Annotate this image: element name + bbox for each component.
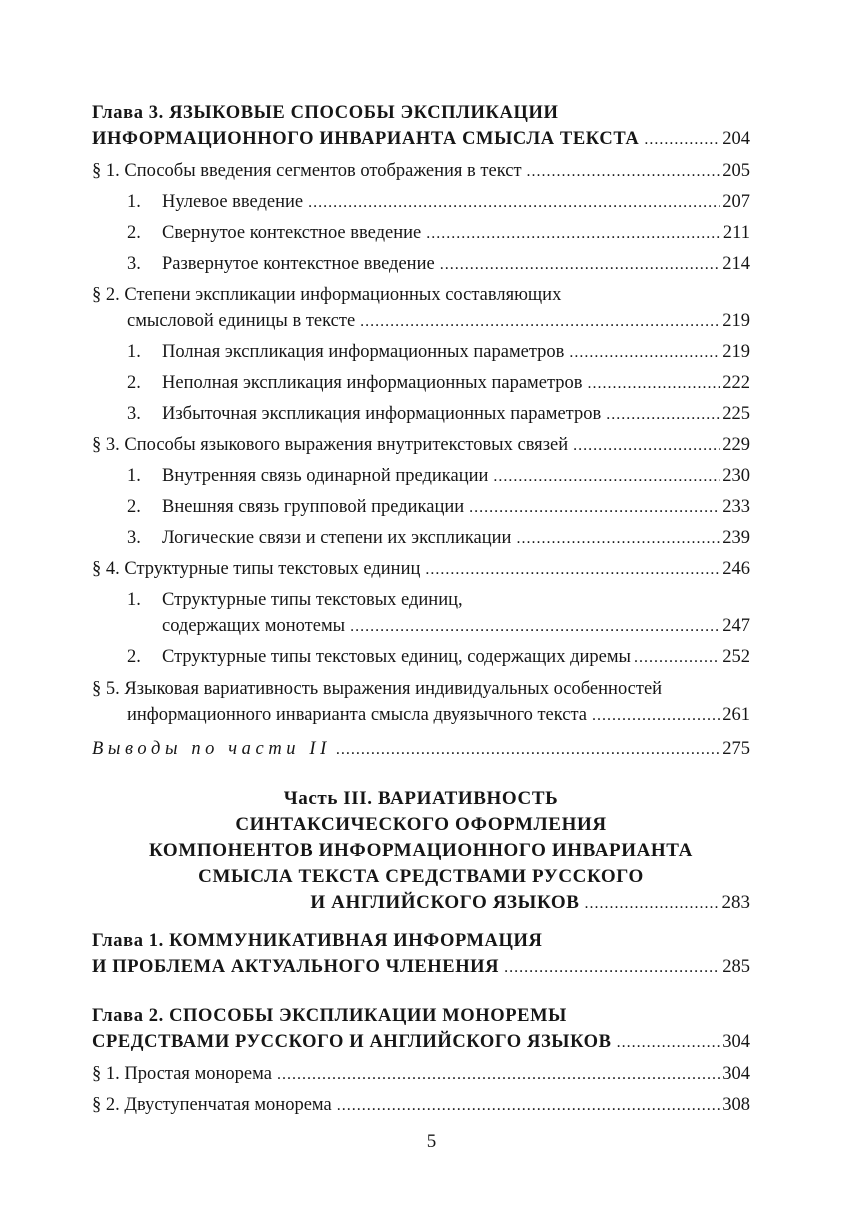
toc-item: [127, 463, 750, 490]
toc-item: [127, 189, 750, 216]
dot-leader: [573, 433, 720, 459]
toc-item: [127, 251, 750, 278]
section-title-line2: смысловой единицы в тексте: [127, 311, 356, 331]
page-number: 229: [722, 435, 750, 455]
section-title: § 4. Структурные типы текстовых единиц: [92, 559, 421, 579]
item-title: Логические связи и степени их экспликации: [162, 528, 512, 548]
toc-part-3-chapter-1: [92, 928, 750, 981]
item-title: Полная экспликация информационных параметров: [162, 342, 565, 362]
page-number: 304: [722, 1032, 750, 1052]
page-number: 261: [722, 705, 750, 725]
part-3-title-line3: КОМПОНЕНТОВ ИНФОРМАЦИОННОГО ИНВАРИАНТА: [149, 840, 693, 861]
toc-item: [127, 587, 750, 640]
page-number: 207: [722, 192, 750, 212]
item-title: Избыточная экспликация информационных параметров: [162, 404, 602, 424]
dot-leader: [644, 127, 720, 153]
page-number: 204: [722, 129, 750, 149]
toc-item: [127, 401, 750, 428]
section-title: § 3. Способы языкового выражения внутритекстовых связей: [92, 435, 569, 455]
dot-leader: [493, 464, 720, 490]
dot-leader: [516, 526, 720, 552]
dot-leader: [440, 252, 721, 278]
item-number: 1.: [127, 192, 141, 212]
page-number: 246: [722, 559, 750, 579]
page-number: 205: [722, 161, 750, 181]
page-number: 214: [722, 254, 750, 274]
page-number: 304: [722, 1064, 750, 1084]
item-title: Неполная экспликация информационных параметров: [162, 373, 583, 393]
page-number: 239: [722, 528, 750, 548]
item-number: 1.: [127, 590, 141, 610]
dot-leader: [617, 1030, 721, 1056]
dot-leader: [425, 557, 720, 583]
page-number: 285: [722, 957, 750, 977]
dot-leader: [634, 645, 720, 671]
chapter-title-line2: СРЕДСТВАМИ РУССКОГО И АНГЛИЙСКОГО ЯЗЫКОВ: [92, 1032, 612, 1052]
item-number: 1.: [127, 342, 141, 362]
toc-section-3: [92, 432, 750, 459]
item-title: Внешняя связь групповой предикации: [162, 497, 465, 517]
toc-chapter-3: [92, 100, 750, 153]
dot-leader: [469, 495, 720, 521]
section-title-line2: информационного инварианта смысла двуязычного текста: [127, 705, 588, 725]
toc-item: [127, 339, 750, 366]
dot-leader: [350, 614, 720, 640]
dot-leader: [308, 190, 720, 216]
section-title-line1: § 5. Языковая вариативность выражения индивидуальных особенностей: [92, 679, 663, 699]
page-number: 283: [721, 892, 750, 913]
dot-leader: [527, 159, 721, 185]
dot-leader: [426, 221, 721, 247]
item-title: Свернутое контекстное введение: [162, 223, 422, 243]
toc-section-1: [92, 158, 750, 185]
page-number: 252: [722, 647, 750, 667]
page-number: 275: [722, 739, 750, 759]
item-title: Внутренняя связь одинарной предикации: [162, 466, 489, 486]
toc-conclusions: [92, 736, 750, 763]
chapter-3-title-line2: ИНФОРМАЦИОННОГО ИНВАРИАНТА СМЫСЛА ТЕКСТА: [92, 129, 640, 149]
part-3-title-line1: Часть III. ВАРИАТИВНОСТЬ: [283, 788, 559, 809]
dot-leader: [277, 1062, 720, 1088]
page-number: 247: [722, 616, 750, 636]
toc-item: [127, 370, 750, 397]
item-number: 3.: [127, 254, 141, 274]
part-3-title-line5: И АНГЛИЙСКОГО ЯЗЫКОВ: [310, 892, 580, 913]
page-number: 225: [722, 404, 750, 424]
chapter-title-line1: Глава 1. КОММУНИКАТИВНАЯ ИНФОРМАЦИЯ: [92, 931, 543, 951]
item-number: 2.: [127, 497, 141, 517]
part-3-title-line4: СМЫСЛА ТЕКСТА СРЕДСТВАМИ РУССКОГО: [198, 866, 644, 887]
toc-part-3-chapter-2: [92, 1003, 750, 1056]
dot-leader: [504, 955, 720, 981]
item-number: 2.: [127, 373, 141, 393]
page-number: 211: [722, 223, 750, 243]
page-folio: 5: [426, 1131, 437, 1152]
toc-item: [127, 220, 750, 247]
toc-part-3-section-1: [92, 1061, 750, 1088]
page-number: 222: [722, 373, 750, 393]
dot-leader: [360, 309, 720, 335]
item-title-line2: содержащих монотемы: [162, 616, 346, 636]
page-number: 230: [722, 466, 750, 486]
toc-item: [127, 525, 750, 552]
item-title: Нулевое введение: [162, 192, 304, 212]
item-number: 2.: [127, 647, 141, 667]
chapter-3-title-line1: Глава 3. ЯЗЫКОВЫЕ СПОСОБЫ ЭКСПЛИКАЦИИ: [92, 103, 559, 123]
dot-leader: [569, 340, 720, 366]
toc-part-3: [92, 786, 750, 917]
section-title: § 2. Двуступенчатая монорема: [92, 1095, 332, 1115]
toc-section-2: [92, 282, 750, 335]
section-title: § 1. Способы введения сегментов отображения в текст: [92, 161, 522, 181]
toc-section-4: [92, 556, 750, 583]
dot-leader: [337, 1093, 721, 1119]
toc-item: [127, 494, 750, 521]
item-title-line1: Структурные типы текстовых единиц,: [162, 590, 463, 610]
toc-part-3-section-2: [92, 1092, 750, 1119]
page-number: 219: [722, 342, 750, 362]
part-3-title-line2: СИНТАКСИЧЕСКОГО ОФОРМЛЕНИЯ: [235, 814, 607, 835]
item-number: 3.: [127, 404, 141, 424]
section-title-line1: § 2. Степени экспликации информационных составляющих: [92, 285, 562, 305]
dot-leader: [336, 737, 720, 763]
toc-item: [127, 644, 750, 671]
dot-leader: [585, 891, 720, 917]
item-number: 3.: [127, 528, 141, 548]
conclusions-title: Выводы по части II: [92, 739, 331, 759]
dot-leader: [606, 402, 720, 428]
page-number: 233: [722, 497, 750, 517]
item-title: Структурные типы текстовых единиц, содержащих диремы: [162, 647, 631, 667]
chapter-title-line1: Глава 2. СПОСОБЫ ЭКСПЛИКАЦИИ МОНОРЕМЫ: [92, 1006, 567, 1026]
item-title: Развернутое контекстное введение: [162, 254, 435, 274]
section-title: § 1. Простая монорема: [92, 1064, 272, 1084]
toc-section-5: [92, 676, 750, 729]
item-number: 1.: [127, 466, 141, 486]
page-number: 219: [722, 311, 750, 331]
page-number: 308: [722, 1095, 750, 1115]
chapter-title-line2: И ПРОБЛЕМА АКТУАЛЬНОГО ЧЛЕНЕНИЯ: [92, 957, 500, 977]
dot-leader: [592, 703, 720, 729]
item-number: 2.: [127, 223, 141, 243]
dot-leader: [588, 371, 721, 397]
